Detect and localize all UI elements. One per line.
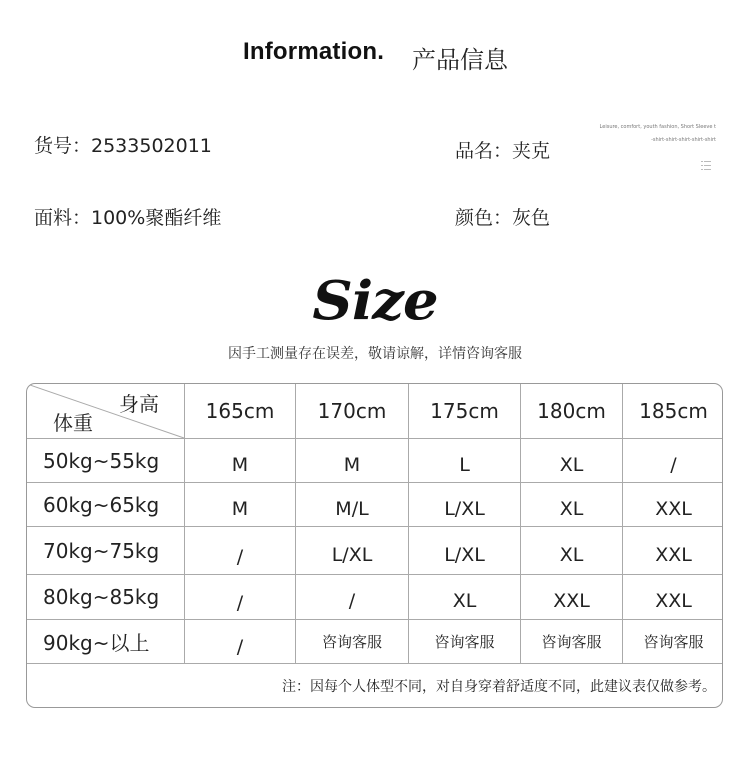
size-cell: 咨询客服	[434, 633, 495, 651]
weight-label: 50kg~55kg	[43, 448, 160, 473]
size-cell: XL	[559, 453, 584, 476]
size-cell: 咨询客服	[321, 633, 382, 651]
tagline-line-2: -shirt-shirt-shirt-shirt-shirt	[651, 137, 716, 143]
size-cell: L/XL	[444, 543, 485, 566]
size-cell: XXL	[655, 590, 692, 612]
size-table	[26, 383, 723, 708]
weight-label: 90kg~以上	[43, 631, 150, 655]
size-cell: /	[236, 635, 244, 658]
size-cell: M	[343, 453, 361, 476]
size-cell: XL	[559, 497, 584, 520]
weight-label: 70kg~75kg	[43, 538, 160, 563]
size-cell: M	[231, 497, 249, 520]
size-cell: XXL	[655, 543, 692, 566]
size-cell: 咨询客服	[643, 633, 704, 651]
tagline-line-1: Leisure, comfort, youth fashion, Short Sleeve t	[599, 124, 716, 130]
size-cell: L/XL	[444, 497, 485, 520]
height-header: 165cm	[205, 399, 275, 423]
size-cell: XXL	[553, 590, 590, 612]
size-cell: /	[670, 453, 677, 476]
size-cell: L	[459, 453, 470, 476]
height-header: 180cm	[537, 399, 606, 423]
size-cell: XXL	[655, 497, 692, 520]
corner-height-label: 身高	[119, 392, 159, 416]
measurement-disclaimer: 因手工测量存在误差，敬请谅解，详情咨询客服	[228, 346, 522, 362]
size-title: Size	[312, 269, 438, 333]
table-note: 注：因每个人体型不同，对自身穿着舒适度不同，此建议表仅做参考。	[282, 679, 716, 695]
fabric-info: 面料：100%聚酯纤维	[34, 207, 222, 229]
size-cell: L/XL	[331, 543, 373, 566]
item-number: 货号：2533502011	[34, 135, 212, 157]
corner-diagonal	[27, 384, 185, 439]
size-cell: M/L	[335, 497, 369, 520]
size-cell: M	[231, 453, 249, 476]
size-cell: /	[236, 545, 244, 568]
height-header: 175cm	[430, 399, 499, 423]
color-info: 颜色：灰色	[455, 207, 551, 229]
weight-label: 60kg~65kg	[43, 492, 160, 517]
size-cell: XL	[559, 543, 584, 566]
header-title-en: Information.	[243, 38, 385, 65]
size-cell: /	[348, 590, 356, 612]
corner-weight-label: 体重	[53, 411, 93, 435]
size-cell: XL	[452, 590, 477, 612]
height-header: 170cm	[317, 399, 387, 423]
weight-label: 80kg~85kg	[43, 585, 160, 609]
height-header: 185cm	[639, 399, 708, 423]
size-cell: /	[236, 592, 244, 614]
menu-lines-icon	[701, 155, 711, 164]
header-title-cn: 产品信息	[412, 46, 508, 74]
size-cell: 咨询客服	[541, 633, 602, 651]
product-name: 品名：夹克	[455, 140, 551, 162]
